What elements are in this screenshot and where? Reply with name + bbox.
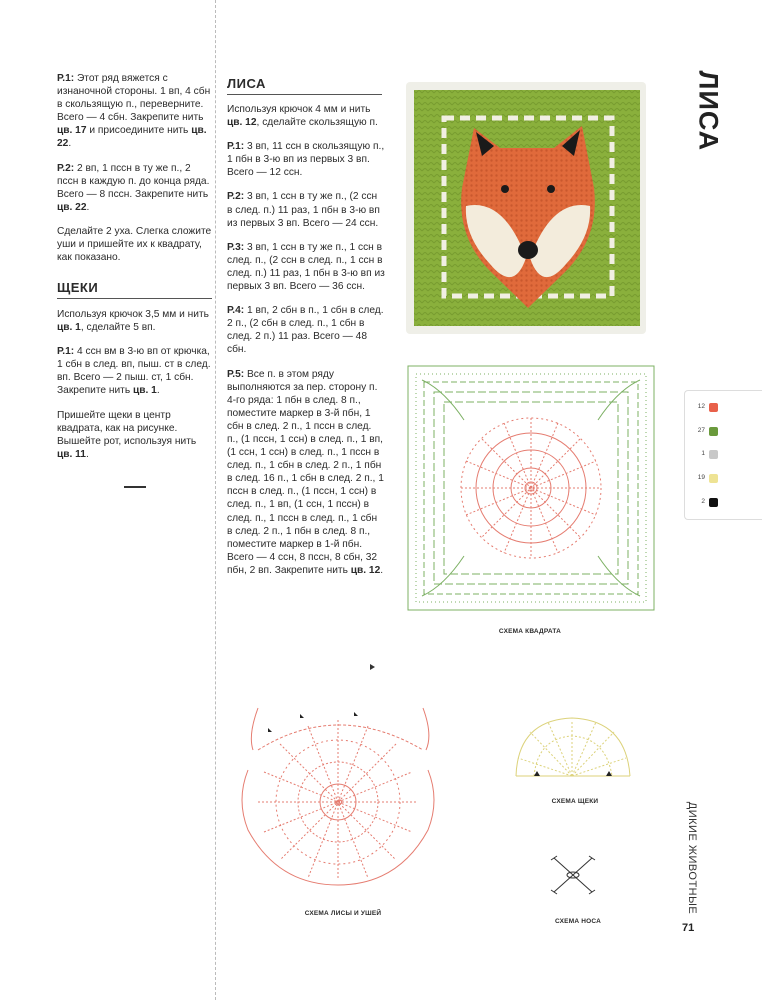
fold-line (215, 0, 216, 1000)
fox-r4: Р.4: 1 вп, 2 сбн в п., 1 сбн в след. 2 п., (2 сбн в след. п., 1 сбн в след. 2 п.) 11 раз. Всего — 48 сбн. (227, 305, 384, 356)
fox-r3: Р.3: 3 вп, 1 ссн в ту же п., 1 ссн в след. п., (2 ссн в след. п., 1 ссн в след. п.) 11 раз, 1 пбн в 3-ю вп из первых 3 вп. Всего — 36 ссн. (227, 241, 385, 293)
left-column (57, 72, 212, 275)
color-legend: 12 27 1 19 2 (684, 390, 762, 520)
legend-swatch (709, 498, 718, 507)
caption-fox: СХЕМА ЛИСЫ И УШЕЙ (304, 910, 382, 917)
left-r2: Р.2: 2 вп, 1 пссн в ту же п., 2 пссн в каждую п. до конца ряда. Всего — 8 пссн. Закрепите нить цв. 22. (57, 162, 210, 213)
fox-square-photo (404, 78, 654, 338)
caption-square: СХЕМА КВАДРАТА (498, 628, 562, 635)
cheeks-intro: Используя крючок 3,5 мм и нить цв. 1, сделайте 5 вп. (57, 309, 209, 334)
caption-cheeks: СХЕМА ЩЕКИ (551, 798, 599, 805)
fox-r2: Р.2: 3 вп, 1 ссн в ту же п., (2 ссн в след. п.) 11 раз, 1 пбн в 3-ю вп из первых 3 вп. Всего — 24 ссн. (227, 191, 380, 229)
cheeks-note: Пришейте щеки в центр квадрата, как на рисунке. Вышейте рот, используя нить цв. 11. (57, 409, 197, 460)
legend-swatch (709, 450, 718, 459)
fox-ears-chart (228, 690, 448, 900)
cheeks-heading-rule (57, 298, 212, 299)
cheeks-column (57, 308, 212, 472)
left-r1: Р.1: Этот ряд вяжется с изнаночной стороны. 1 вп, 4 сбн в скользящую п., переверните. Всего — 4 сбн. Закрепите нить цв. 17 и присоедините нить цв. 22. (57, 73, 211, 150)
legend-swatch (709, 474, 718, 483)
cheeks-heading: ЩЕКИ (57, 280, 99, 295)
fox-heading-rule (227, 94, 382, 95)
cheeks-r1: Р.1: 4 ссн вм в 3-ю вп от крючка, 1 сбн в след. вп, пыш. ст в след. вп. Всего — 2 пыш. ст, 1 сбн. Закрепите нить цв. 1. (57, 346, 211, 397)
fox-r1: Р.1: 3 вп, 11 ссн в скользящую п., 1 пбн в 3-ю вп из первых 3 вп. Всего — 12 ссн. (227, 141, 385, 179)
vertical-title: ЛИСА (693, 70, 724, 152)
fox-r5: Р.5: Все п. в этом ряду выполняются за пер. сторону п. 4-го ряда: 1 пбн в след. 8 п., поместите маркер в 3-й пбн, 1 сбн в след. 2 п., 1 пссн в след. п., (1 пссн, 1 ссн) в след. п., 1 вп, (1 ссн, 1 ссн) в след. п., 1 пссн в след. п., 1 сбн в след. 2 п., 1 пбн в след. 16 п., 1 сбн в след. 2 п., 1 пссн в след. п., (1 пссн, 1 ссн) в след. п., 1 вп, (1 ссн, 1 пссн) в след. п., 1 пссн в след. п., 1 сбн в след. 2 п., 1 пбн в след. 8 п., поместите маркер в 1-й пбн. Всего — 4 ссн, 8 пссн, 8 сбн, 32 пбн, 2 вп. Закрепите нить цв. 12. (227, 368, 384, 576)
legend-swatch (709, 403, 718, 412)
square-chart (404, 360, 659, 615)
nose-chart (548, 852, 598, 898)
caption-nose: СХЕМА НОСА (554, 918, 601, 925)
middle-column (227, 103, 385, 588)
ears-note: Сделайте 2 уха. Слегка сложите уши и пришейте их к квадрату, как показано. (57, 225, 212, 264)
legend-swatch (709, 427, 718, 436)
fox-heading: ЛИСА (227, 76, 266, 91)
section-label: ДИКИЕ ЖИВОТНЫЕ (686, 801, 698, 915)
page-number: 71 (682, 922, 695, 934)
cheek-chart (508, 712, 638, 782)
end-dash (124, 486, 146, 488)
arrow-marker (370, 664, 375, 670)
fox-intro: Используя крючок 4 мм и нить цв. 12, сделайте скользящую п. (227, 104, 378, 129)
